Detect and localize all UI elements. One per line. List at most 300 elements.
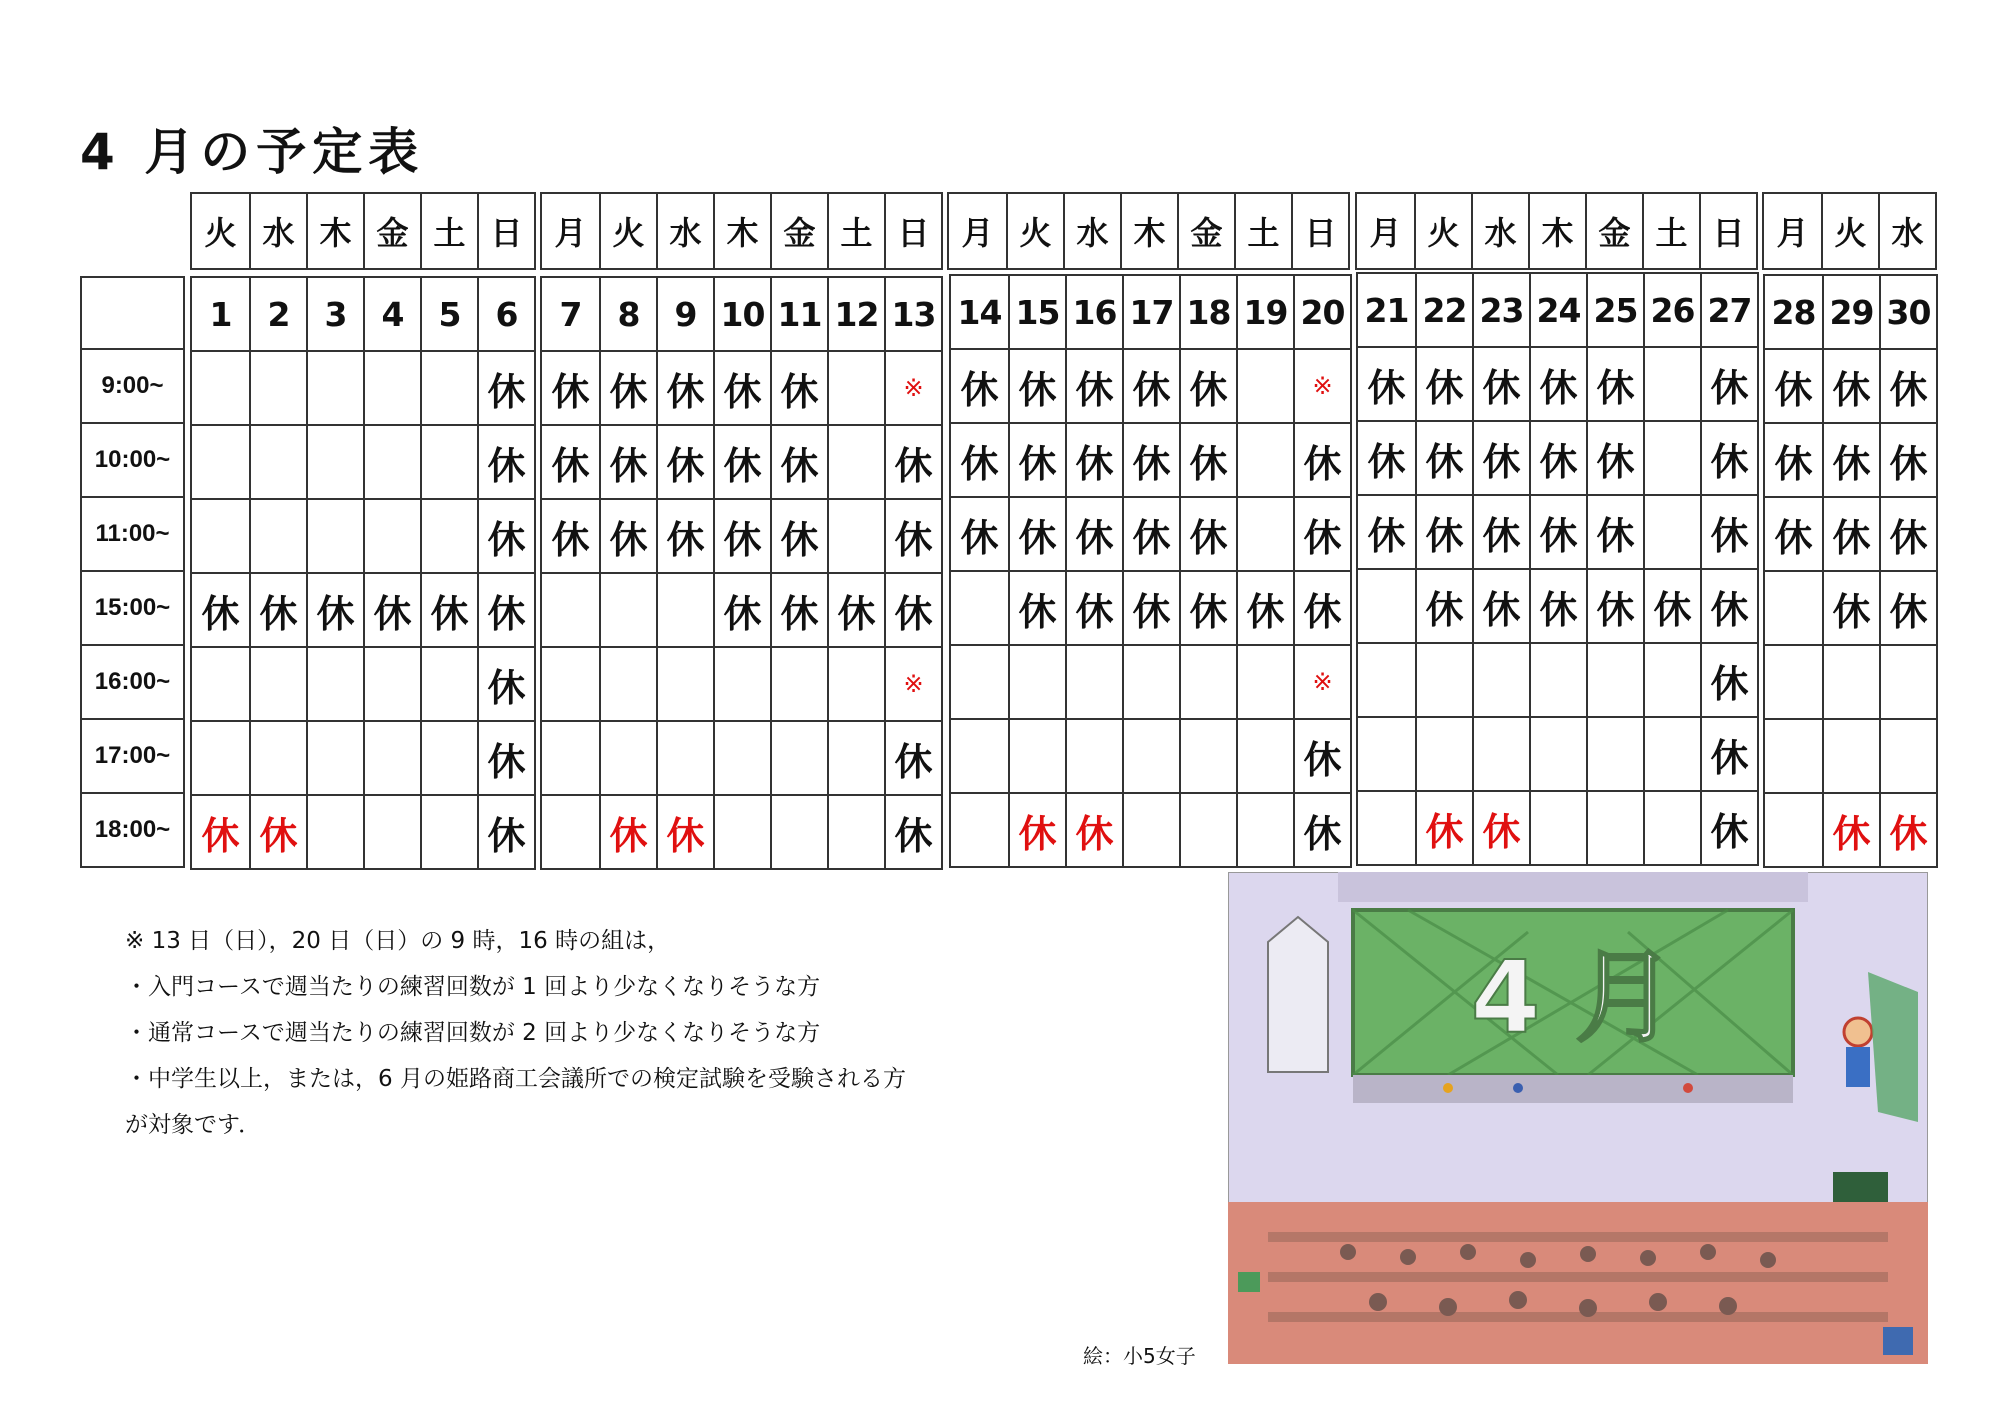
schedule-cell: 休 <box>1122 424 1179 496</box>
schedule-cell <box>1122 720 1179 792</box>
weekday-label: 火 <box>1414 194 1471 268</box>
schedule-cell: 休 <box>1065 350 1122 422</box>
time-header-blank <box>82 278 183 350</box>
schedule-cell <box>1643 792 1700 864</box>
drawing-person <box>1844 1018 1872 1046</box>
schedule-cell <box>306 648 363 720</box>
schedule-cell: 休 <box>1643 570 1700 642</box>
day-number: 14 <box>957 292 1002 332</box>
schedule-cell <box>1643 422 1700 494</box>
schedule-cell: 休 <box>1822 498 1879 570</box>
time-column <box>80 276 185 868</box>
day-number: 1 <box>209 294 232 334</box>
schedule-cell: 休 <box>1700 422 1757 494</box>
schedule-cell <box>599 722 656 794</box>
schedule-cell <box>713 648 770 720</box>
schedule-cell <box>827 796 884 868</box>
schedule-cell: ※ <box>1293 350 1350 422</box>
schedule-cell <box>713 796 770 868</box>
day-number: 20 <box>1293 276 1350 348</box>
week-schedule-grid <box>1356 272 1759 866</box>
drawing-chalk-tray <box>1353 1075 1793 1103</box>
schedule-cell: 休 <box>1367 365 1406 410</box>
schedule-cell <box>1472 718 1529 790</box>
weekday-label: 金 <box>770 194 827 268</box>
schedule-cell: 休 <box>884 796 941 868</box>
schedule-cell: 休 <box>1529 570 1586 642</box>
day-number: 27 <box>1700 274 1757 346</box>
day-number: 7 <box>559 294 582 334</box>
schedule-cell <box>827 426 884 498</box>
weekday-label: 土 <box>1642 194 1699 268</box>
schedule-cell <box>1008 720 1065 792</box>
schedule-cell: 休 <box>1472 496 1529 568</box>
time-slot-label: 16:00~ <box>82 646 183 720</box>
week-schedule-grid <box>949 274 1352 868</box>
schedule-cell <box>249 648 306 720</box>
schedule-cell <box>420 796 477 868</box>
time-slot-row <box>1765 498 1936 572</box>
page-title: 4 月の予定表 <box>80 123 425 181</box>
schedule-cell <box>249 722 306 794</box>
schedule-cell: 休 <box>363 574 420 646</box>
schedule-cell: 休 <box>1415 422 1472 494</box>
schedule-cell <box>1415 644 1472 716</box>
schedule-cell: 休 <box>477 648 534 720</box>
schedule-cell <box>1179 794 1236 866</box>
drawing-poster <box>1268 917 1328 1072</box>
schedule-cell <box>1179 646 1236 718</box>
day-number: 8 <box>599 278 656 350</box>
schedule-cell <box>1358 718 1415 790</box>
schedule-cell <box>192 426 249 498</box>
schedule-cell <box>542 574 599 646</box>
schedule-cell <box>1065 720 1122 792</box>
schedule-cell: 休 <box>1472 348 1529 420</box>
schedule-cell: 休 <box>477 722 534 794</box>
note-line: ・通常コースで週当たりの練習回数が 2 回より少なくなりそうな方 <box>125 1020 821 1046</box>
schedule-cell <box>1529 718 1586 790</box>
schedule-cell: 休 <box>1415 348 1472 420</box>
note-line: ※ 13 日（日），20 日（日）の 9 時，16 時の組は， <box>125 928 671 954</box>
schedule-cell: 休 <box>249 796 306 868</box>
schedule-cell <box>1472 644 1529 716</box>
schedule-cell: 休 <box>1472 792 1529 864</box>
schedule-cell <box>306 426 363 498</box>
schedule-cell <box>599 574 656 646</box>
schedule-cell <box>1122 646 1179 718</box>
week-schedule-grid <box>1763 274 1938 868</box>
schedule-cell: 休 <box>1586 570 1643 642</box>
note-line: ・中学生以上，または，6 月の姫路商工会議所での検定試験を受験される方 <box>125 1066 906 1092</box>
schedule-cell <box>249 426 306 498</box>
weekday-label: 水 <box>1063 194 1120 268</box>
schedule-cell: 休 <box>884 574 941 646</box>
schedule-cell <box>1179 720 1236 792</box>
schedule-cell: 休 <box>201 591 240 636</box>
schedule-cell: 休 <box>1879 424 1936 496</box>
schedule-cell <box>542 648 599 720</box>
schedule-cell: 休 <box>884 426 941 498</box>
schedule-cell: 休 <box>713 574 770 646</box>
day-number: 30 <box>1879 276 1936 348</box>
schedule-cell: 休 <box>1008 794 1065 866</box>
weekday-label: 日 <box>477 194 534 268</box>
schedule-cell <box>1236 720 1293 792</box>
time-slot-label: 10:00~ <box>82 424 183 498</box>
time-slot-label: 18:00~ <box>94 816 171 843</box>
schedule-cell: 休 <box>1529 422 1586 494</box>
note-line: ・入門コースで週当たりの練習回数が 1 回より少なくなりそうな方 <box>125 974 821 1000</box>
schedule-cell: 休 <box>477 574 534 646</box>
schedule-cell <box>951 646 1008 718</box>
schedule-cell <box>827 722 884 794</box>
schedule-cell <box>1358 570 1415 642</box>
schedule-cell: 休 <box>1122 572 1179 644</box>
schedule-cell: 休 <box>713 352 770 424</box>
schedule-cell: 休 <box>1415 496 1472 568</box>
time-slot-row <box>1765 572 1936 646</box>
schedule-cell <box>1586 718 1643 790</box>
time-slot-row <box>951 794 1350 866</box>
schedule-cell <box>770 796 827 868</box>
schedule-cell <box>951 720 1008 792</box>
schedule-cell <box>306 796 363 868</box>
schedule-cell: 休 <box>656 796 713 868</box>
schedule-cell <box>599 648 656 720</box>
schedule-cell: 休 <box>1586 348 1643 420</box>
schedule-cell <box>1358 792 1415 864</box>
day-number: 28 <box>1771 292 1816 332</box>
time-slot-row <box>1358 570 1757 644</box>
schedule-cell <box>1008 646 1065 718</box>
schedule-cell <box>951 572 1008 644</box>
weekday-label: 金 <box>363 194 420 268</box>
schedule-cell: 休 <box>1367 439 1406 484</box>
time-slot-label: 17:00~ <box>82 720 183 794</box>
time-slot-row <box>542 352 941 426</box>
time-slot-row <box>951 350 1350 424</box>
schedule-cell <box>1236 498 1293 570</box>
schedule-cell: 休 <box>1774 367 1813 412</box>
schedule-cell: 休 <box>477 500 534 572</box>
schedule-cell <box>192 722 249 794</box>
schedule-cell: 休 <box>656 426 713 498</box>
day-number: 22 <box>1415 274 1472 346</box>
schedule-cell: 休 <box>201 813 240 858</box>
schedule-cell: 休 <box>420 574 477 646</box>
schedule-cell: 休 <box>1700 570 1757 642</box>
weekday-label: 火 <box>599 194 656 268</box>
schedule-cell: 休 <box>1879 794 1936 866</box>
day-number: 24 <box>1529 274 1586 346</box>
schedule-cell <box>363 796 420 868</box>
schedule-cell: 休 <box>306 574 363 646</box>
schedule-cell <box>192 500 249 572</box>
schedule-cell: 休 <box>1586 422 1643 494</box>
schedule-cell: 休 <box>1774 515 1813 560</box>
schedule-cell <box>1643 644 1700 716</box>
schedule-cell: 休 <box>1700 792 1757 864</box>
time-slot-row <box>192 574 534 648</box>
schedule-cell: 休 <box>656 500 713 572</box>
day-number: 16 <box>1065 276 1122 348</box>
schedule-cell: 休 <box>1008 350 1065 422</box>
schedule-cell: 休 <box>1065 572 1122 644</box>
schedule-cell: 休 <box>827 574 884 646</box>
time-slot-row <box>1358 348 1757 422</box>
schedule-cell: 休 <box>477 796 534 868</box>
time-slot-row <box>542 426 941 500</box>
weekday-label: 金 <box>1585 194 1642 268</box>
time-slot-row <box>1765 350 1936 424</box>
drawing-beam <box>1338 872 1808 902</box>
schedule-cell: 休 <box>960 367 999 412</box>
schedule-cell <box>363 500 420 572</box>
schedule-cell <box>420 648 477 720</box>
day-number: 11 <box>770 278 827 350</box>
schedule-cell: 休 <box>1879 350 1936 422</box>
schedule-cell: 休 <box>1879 498 1936 570</box>
time-slot-row <box>542 648 941 722</box>
schedule-cell <box>420 352 477 424</box>
schedule-cell <box>1879 720 1936 792</box>
weekday-label: 水 <box>249 194 306 268</box>
day-number-row <box>192 278 534 352</box>
schedule-cell <box>363 648 420 720</box>
drawing-caption: 絵：小5女子 <box>1083 1344 1196 1368</box>
time-slot-row <box>1765 794 1936 866</box>
day-number: 15 <box>1008 276 1065 348</box>
schedule-cell: 休 <box>713 500 770 572</box>
weekday-label: 月 <box>1776 214 1809 252</box>
time-slot-row <box>1765 424 1936 498</box>
note-line: が対象です． <box>125 1112 262 1138</box>
week-weekday-header <box>190 192 536 270</box>
schedule-cell: ※ <box>884 352 941 424</box>
schedule-cell: 休 <box>1179 572 1236 644</box>
schedule-cell <box>713 722 770 794</box>
schedule-cell: 休 <box>1065 794 1122 866</box>
schedule-cell <box>1529 644 1586 716</box>
day-number: 13 <box>884 278 941 350</box>
schedule-cell <box>306 500 363 572</box>
schedule-cell: 休 <box>1586 496 1643 568</box>
schedule-cell: 休 <box>1179 498 1236 570</box>
schedule-cell: 休 <box>1700 718 1757 790</box>
weekday-label: 月 <box>961 214 994 252</box>
day-number: 19 <box>1236 276 1293 348</box>
week-weekday-header <box>1355 192 1758 270</box>
schedule-cell: 休 <box>1008 498 1065 570</box>
schedule-cell: 休 <box>770 426 827 498</box>
schedule-cell: 休 <box>1122 350 1179 422</box>
schedule-cell: 休 <box>551 369 590 414</box>
schedule-cell: 休 <box>599 426 656 498</box>
schedule-cell <box>656 574 713 646</box>
schedule-cell <box>1358 644 1415 716</box>
time-slot-row <box>192 352 534 426</box>
day-number: 4 <box>363 278 420 350</box>
schedule-cell <box>1236 424 1293 496</box>
time-slot-label: 15:00~ <box>82 572 183 646</box>
time-slot-row <box>1358 718 1757 792</box>
schedule-cell: 休 <box>1065 498 1122 570</box>
schedule-cell: 休 <box>960 441 999 486</box>
schedule-cell <box>827 500 884 572</box>
schedule-cell <box>827 352 884 424</box>
schedule-cell: 休 <box>551 443 590 488</box>
schedule-cell: 休 <box>1415 792 1472 864</box>
schedule-cell <box>542 796 599 868</box>
schedule-cell: 休 <box>1700 496 1757 568</box>
time-slot-row <box>1358 496 1757 570</box>
schedule-cell <box>363 722 420 794</box>
day-number: 29 <box>1822 276 1879 348</box>
time-slot-row <box>1765 646 1936 720</box>
time-slot-row <box>192 426 534 500</box>
time-slot-row <box>1358 792 1757 864</box>
weekday-label: 土 <box>420 194 477 268</box>
time-slot-row <box>951 424 1350 498</box>
day-number: 25 <box>1586 274 1643 346</box>
day-number-row <box>951 276 1350 350</box>
weekday-label: 日 <box>884 194 941 268</box>
schedule-cell: 休 <box>884 500 941 572</box>
week-schedule-grid <box>540 276 943 870</box>
schedule-cell <box>656 722 713 794</box>
time-slot-row <box>951 572 1350 646</box>
schedule-cell: 休 <box>1700 644 1757 716</box>
schedule-cell: 休 <box>1293 794 1350 866</box>
drawing-board-text: 4 月 <box>1470 939 1676 1056</box>
schedule-cell: ※ <box>884 648 941 720</box>
weekday-label: 木 <box>1528 194 1585 268</box>
day-number: 12 <box>827 278 884 350</box>
schedule-cell: 休 <box>1293 720 1350 792</box>
weekday-label: 火 <box>1006 194 1063 268</box>
schedule-cell: 休 <box>770 352 827 424</box>
time-slot-row <box>542 796 941 868</box>
schedule-cell: 休 <box>1529 348 1586 420</box>
schedule-cell: 休 <box>770 574 827 646</box>
day-number: 23 <box>1472 274 1529 346</box>
time-slot-row <box>951 720 1350 794</box>
schedule-cell <box>192 648 249 720</box>
time-slot-row <box>1765 720 1936 794</box>
schedule-cell <box>827 648 884 720</box>
time-slot-row <box>1358 422 1757 496</box>
weekday-label: 日 <box>1699 194 1756 268</box>
schedule-cell: 休 <box>1293 424 1350 496</box>
schedule-cell: 休 <box>1179 350 1236 422</box>
schedule-cell: 休 <box>599 500 656 572</box>
schedule-cell <box>951 794 1008 866</box>
week-weekday-header <box>947 192 1350 270</box>
schedule-cell: 休 <box>477 426 534 498</box>
schedule-cell <box>420 500 477 572</box>
schedule-cell <box>306 722 363 794</box>
schedule-cell: 休 <box>1415 570 1472 642</box>
schedule-cell: 休 <box>1236 572 1293 644</box>
schedule-cell: 休 <box>1472 570 1529 642</box>
weekday-label: 水 <box>1878 194 1935 268</box>
day-number: 26 <box>1643 274 1700 346</box>
notes <box>125 918 906 1148</box>
schedule-cell <box>1765 572 1822 644</box>
schedule-cell: 休 <box>599 352 656 424</box>
weekday-label: 火 <box>204 214 237 252</box>
week-weekday-header <box>540 192 943 270</box>
schedule-cell: 休 <box>1879 572 1936 644</box>
weekday-label: 木 <box>306 194 363 268</box>
day-number-row <box>542 278 941 352</box>
schedule-cell <box>363 426 420 498</box>
time-slot-row <box>192 500 534 574</box>
schedule-cell <box>1236 646 1293 718</box>
schedule-cell: 休 <box>599 796 656 868</box>
time-slot-label: 11:00~ <box>82 498 183 572</box>
day-number: 2 <box>249 278 306 350</box>
schedule-cell <box>1765 794 1822 866</box>
weekday-label: 土 <box>1234 194 1291 268</box>
schedule-cell: 休 <box>1293 498 1350 570</box>
weekday-label: 月 <box>554 214 587 252</box>
schedule-cell: 休 <box>1008 424 1065 496</box>
schedule-cell <box>1586 644 1643 716</box>
schedule-cell: 休 <box>1122 498 1179 570</box>
schedule-cell: 休 <box>1822 350 1879 422</box>
schedule-cell: 休 <box>551 517 590 562</box>
week-schedule-grid <box>190 276 536 870</box>
schedule-cell: 休 <box>770 500 827 572</box>
schedule-cell: 休 <box>960 515 999 560</box>
schedule-cell: 休 <box>1774 441 1813 486</box>
weekday-label: 木 <box>1120 194 1177 268</box>
schedule-cell <box>1643 718 1700 790</box>
schedule-cell: 休 <box>1529 496 1586 568</box>
time-slot-row <box>951 646 1350 720</box>
time-slot-row <box>542 574 941 648</box>
schedule-cell <box>1822 720 1879 792</box>
day-number: 9 <box>656 278 713 350</box>
schedule-cell <box>656 648 713 720</box>
day-number: 10 <box>713 278 770 350</box>
schedule-cell <box>1415 718 1472 790</box>
schedule-cell: 休 <box>1472 422 1529 494</box>
schedule-cell <box>1879 646 1936 718</box>
schedule-cell <box>1529 792 1586 864</box>
schedule-cell: 休 <box>249 574 306 646</box>
time-slot-row <box>1358 644 1757 718</box>
time-slot-row <box>542 722 941 796</box>
schedule-cell <box>1065 646 1122 718</box>
schedule-cell: 休 <box>884 722 941 794</box>
day-number: 21 <box>1364 290 1409 330</box>
weekday-label: 水 <box>656 194 713 268</box>
time-slot-row <box>192 648 534 722</box>
day-number: 3 <box>306 278 363 350</box>
time-slot-label: 9:00~ <box>82 350 183 424</box>
time-slot-row <box>192 722 534 796</box>
schedule-cell: 休 <box>1822 794 1879 866</box>
time-slot-row <box>542 500 941 574</box>
weekday-label: 木 <box>713 194 770 268</box>
weekday-label: 火 <box>1821 194 1878 268</box>
weekday-label: 土 <box>827 194 884 268</box>
schedule-cell: 休 <box>477 352 534 424</box>
schedule-cell <box>306 352 363 424</box>
